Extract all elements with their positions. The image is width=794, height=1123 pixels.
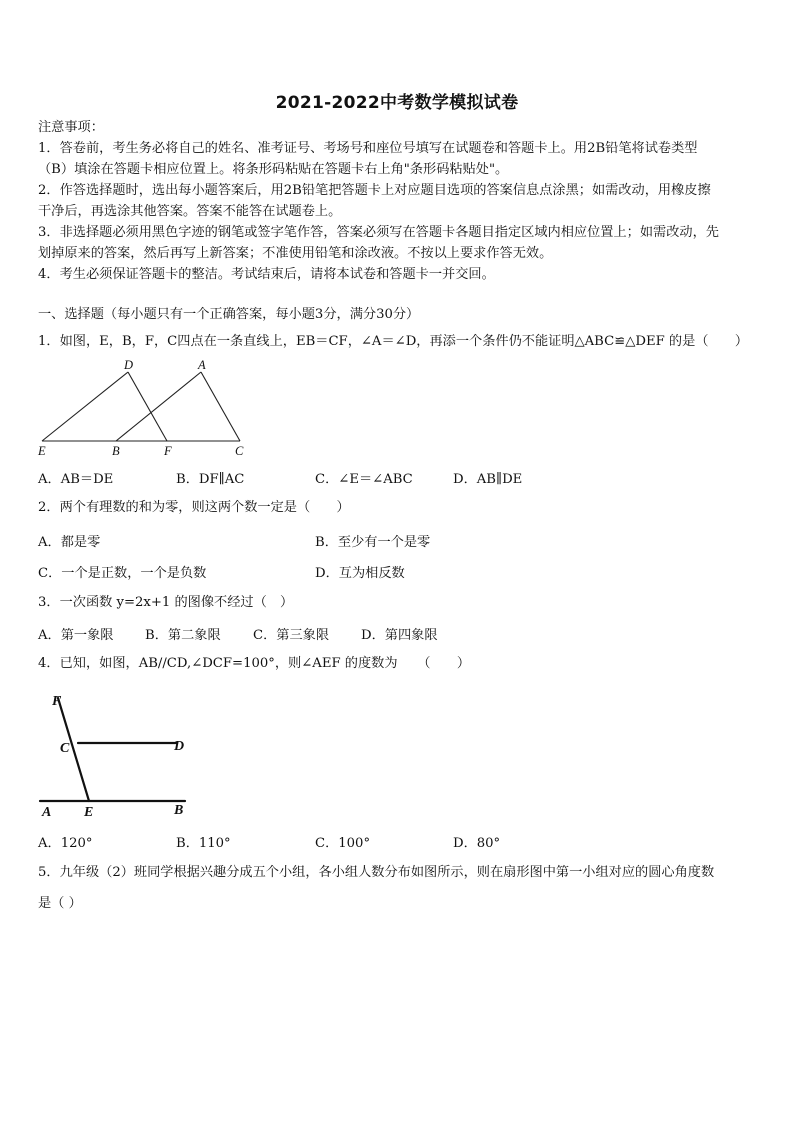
notice-line: 划掉原来的答案，然后再写上新答案；不准使用铅笔和涂改液。不按以上要求作答无效。 [38,246,553,261]
question-4-stem: 4．已知，如图，AB//CD,∠DCF=100°，则∠AEF 的度数为 （ ） [38,656,471,671]
segment-df [128,372,167,441]
point-label-e: E [84,805,94,820]
point-label-b: B [174,803,184,818]
q3-option-d: D．第四象限 [361,628,438,643]
point-label-c: C [235,444,244,458]
question-1-stem: 1．如图，E，B，F，C四点在一条直线上，EB＝CF，∠A＝∠D，再添一个条件仍不能证明△ABC≌△DEF 的是（ ） [38,334,749,349]
q1-option-c: C．∠E＝∠ABC [315,472,413,487]
q3-option-c: C．第三象限 [253,628,330,643]
q1-option-b: B．DF∥AC [176,472,245,487]
question-5-stem: 5．九年级（2）班同学根据兴趣分成五个小组，各小组人数分布如图所示，则在扇形图中第一小组对应的圆心角度数 [38,865,715,880]
point-label-f: F [164,444,172,458]
notice-line: 2．作答选择题时，选出每小题答案后，用2B铅笔把答题卡上对应题目选项的答案信息点涂黑；如需改动，用橡皮擦 [38,183,711,198]
q2-option-b: B．至少有一个是零 [315,535,431,550]
q2-option-d: D．互为相反数 [315,566,405,581]
segment-ed [42,372,128,441]
q3-option-a: A．第一象限 [38,628,114,643]
triangle-figure [36,358,248,458]
q1-option-a: A．AB＝DE [38,472,114,487]
notice-line: 1．答卷前，考生务必将自己的姓名、准考证号、考场号和座位号填写在试题卷和答题卡上。用2B铅笔将试卷类型 [38,141,698,156]
notice-line: 3．非选择题必须用黑色字迹的钢笔或签字笔作答，答案必须写在答题卡各题目指定区域内相应位置上；如需改动，先 [38,225,719,240]
q3-option-b: B．第二象限 [145,628,221,643]
notice-heading: 注意事项： [38,120,104,135]
point-label-c: C [60,741,70,756]
section-heading: 一、选择题（每小题只有一个正确答案，每小题3分，满分30分） [38,307,420,322]
question-3-stem: 3．一次函数 y=2x+1 的图像不经过（ ） [38,595,294,610]
notice-line: （B）填涂在答题卡相应位置上。将条形码粘贴在答题卡右上角"条形码粘贴处"。 [38,162,509,177]
segment-ac [201,372,240,441]
parallel-lines-figure [36,680,196,820]
page-title: 2021-2022中考数学模拟试卷 [275,93,519,113]
point-label-a: A [42,805,52,820]
question-5-stem-cont: 是（ ） [38,896,82,911]
point-label-f: F [52,694,62,709]
point-label-d: D [124,358,134,372]
q4-option-d: D．80° [453,836,501,851]
q2-option-c: C．一个是正数，一个是负数 [38,566,207,581]
point-label-d: D [174,739,185,754]
point-label-e: E [38,444,46,458]
notice-line: 干净后，再选涂其他答案。答案不能答在试题卷上。 [38,204,342,219]
q4-option-a: A．120° [38,836,93,851]
q4-option-b: B．110° [176,836,231,851]
q2-option-a: A．都是零 [38,535,101,550]
notice-line: 4．考生必须保证答题卡的整洁。考试结束后，请将本试卷和答题卡一并交回。 [38,267,495,282]
question-2-stem: 2．两个有理数的和为零，则这两个数一定是（ ） [38,500,350,515]
q4-option-c: C．100° [315,836,371,851]
point-label-a: A [198,358,206,372]
q1-option-d: D．AB∥DE [453,472,523,487]
point-label-b: B [112,444,120,458]
segment-ba [116,372,201,441]
